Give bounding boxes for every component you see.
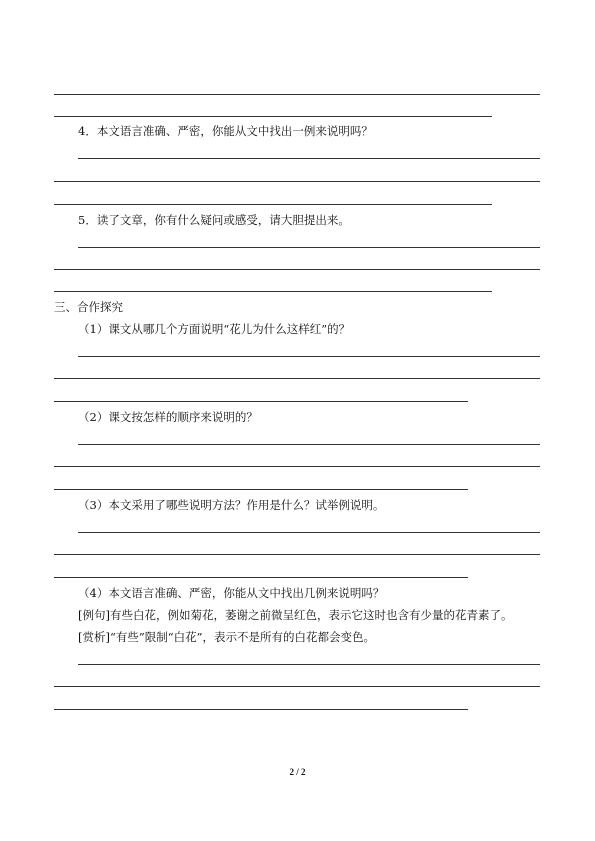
answer-line: [54, 181, 540, 182]
answer-line: [54, 269, 540, 270]
answer-line: [78, 664, 540, 665]
answer-line: [54, 94, 540, 95]
subquestion-3: （3）本文采用了哪些说明方法？作用是什么？试举例说明。: [78, 498, 385, 512]
answer-line: [78, 532, 540, 533]
answer-line: [54, 204, 492, 205]
answer-line: [78, 444, 540, 445]
answer-line: [54, 489, 468, 490]
answer-line: [54, 554, 540, 555]
question-5: 5．读了文章，你有什么疑问或感受，请大胆提出来。: [78, 213, 350, 227]
section-title: 三、合作探究: [54, 300, 123, 314]
subquestion-2: （2）课文按怎样的顺序来说明的？: [78, 410, 258, 424]
subquestion-4: （4）本文语言准确、严密，你能从文中找出几例来说明吗？: [78, 586, 385, 600]
answer-line: [54, 709, 468, 710]
page-number: 2 / 2: [289, 767, 306, 777]
analysis-sentence: [赏析]“有些”限制“白花”，表示不是所有的白花都会变色。: [78, 630, 375, 644]
answer-line: [54, 466, 540, 467]
answer-line: [54, 116, 492, 117]
answer-line: [78, 247, 540, 248]
answer-line: [54, 378, 540, 379]
question-4: 4．本文语言准确、严密，你能从文中找出一例来说明吗？: [78, 124, 373, 138]
answer-line: [78, 356, 540, 357]
answer-line: [54, 686, 540, 687]
answer-line: [54, 291, 492, 292]
answer-line: [54, 577, 468, 578]
answer-line: [78, 158, 540, 159]
subquestion-1: （1）课文从哪几个方面说明“花儿为什么这样红”的？: [78, 322, 351, 336]
answer-line: [54, 401, 468, 402]
example-sentence: [例句]有些白花，例如菊花，萎谢之前微呈红色，表示它这时也含有少量的花青素了。: [78, 608, 513, 622]
